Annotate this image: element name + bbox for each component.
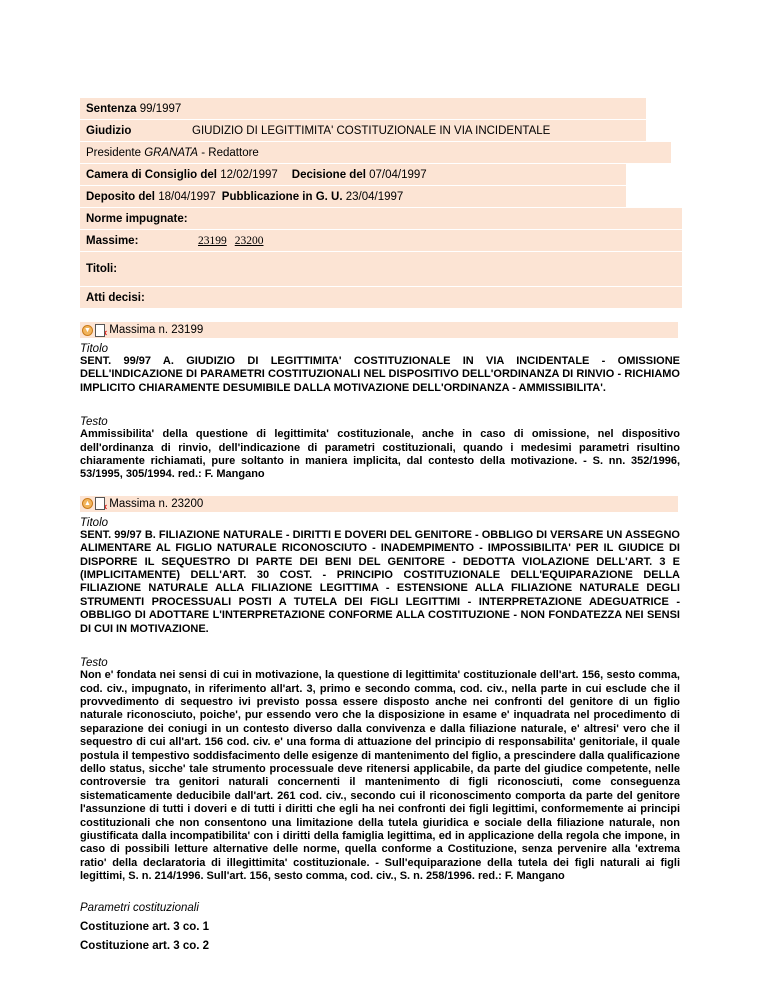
titolo-text-2: SENT. 99/97 B. FILIAZIONE NATURALE - DIRITTI E DOVERI DEL GENITORE - OBBLIGO DI VERSARE UN ASSEGNO ALIMENTARE AL FIGLIO NATURALE RICONOSCIUTO - INADEMPIMENTO - IMPOSSIBILITA' PER IL GIUDICE DI DISPORRE IL SEQUESTRO DI PARTE DEI BENI DEL GENITORE - DEDOTTA VIOLAZIONE DELL'ART. 3 E (IMPLICITAMENTE) DELL'ART. 30 COST. - PRINCIPIO COSTITUZIONALE DELL'EQUIPARAZIONE DELLA FILIAZIONE NATURALE ALLA FILIAZIONE LEGITTIMA - ESTENSIONE ALLA FILIAZIONE NATURALE DEGLI STRUMENTI PROCESSUALI POSTI A TUTELA DEI FIGLI LEGITTIMI - INTERPRETAZIONE ADEGUATRICE - OBBLIGO DI ADOTTARE L'INTERPRETAZIONE CONFORME ALLA COSTITUZIONE - NON FONDATEZZA NEI SENSI DI CUI IN MOTIVAZIONE. xyxy=(80,528,680,635)
norme-label: Norme impugnate: xyxy=(86,212,188,225)
massime-label: Massime: xyxy=(86,234,139,247)
deposito-date: 18/04/1997 xyxy=(158,190,216,203)
massima-title-2: Massima n. 23200 xyxy=(109,497,204,510)
titoli-label: Titoli: xyxy=(86,263,118,275)
document-icon[interactable] xyxy=(95,324,105,337)
parametri-title: Parametri costituzionali xyxy=(80,901,199,914)
deposito-label: Deposito del xyxy=(86,190,156,203)
parametro-item-2: Costituzione art. 3 co. 2 xyxy=(80,939,210,952)
atti-row xyxy=(80,287,682,308)
sentenza-value: 99/1997 xyxy=(139,102,182,115)
camera-row xyxy=(80,164,626,185)
decisione-label: Decisione del xyxy=(291,168,366,181)
presidente-name: GRANATA xyxy=(144,146,199,159)
presidente-row xyxy=(80,142,671,163)
sentenza-row xyxy=(80,98,646,119)
collapse-down-icon[interactable]: ▼ xyxy=(82,325,93,336)
deposito-row xyxy=(80,186,626,207)
testo-label-1: Testo xyxy=(80,416,108,429)
decisione-date: 07/04/1997 xyxy=(369,168,427,181)
document-icon[interactable] xyxy=(95,497,105,510)
massime-row xyxy=(80,230,682,251)
giudizio-value: GIUDIZIO DI LEGITTIMITA' COSTITUZIONALE IN VIA INCIDENTALE xyxy=(192,124,551,137)
sentenza-label: Sentenza xyxy=(86,102,137,115)
titoli-row xyxy=(80,252,682,286)
redattore-label: - Redattore xyxy=(201,146,259,159)
sentenza-info-box xyxy=(80,98,680,308)
atti-label: Atti decisi: xyxy=(86,291,145,304)
testo-text-1: Ammissibilita' della questione di legittimita' costituzionale, anche in caso di omissione, nel dispositivo dell'ordinanza di rinvio, dell'indicazione di parametri costituzionali, quando i medesimi parametri risultino chiaramente richiamati, pure soltanto in maniera implicita, dal contesto della motivazione. - S. nn. 352/1996, 53/1995, 305/1994. red.: F. Mangano xyxy=(80,428,680,481)
massima-link-23200[interactable]: 23200 xyxy=(234,234,264,247)
massima-section-2 xyxy=(80,496,680,884)
pubblicazione-label: Pubblicazione in G. U. xyxy=(221,190,343,203)
giudizio-row xyxy=(80,120,646,141)
titolo-label-1: Titolo xyxy=(80,343,109,355)
massima-header-2 xyxy=(80,496,678,512)
collapse-up-icon[interactable]: ▲ xyxy=(82,498,93,509)
document-page xyxy=(80,98,680,952)
pubblicazione-date: 23/04/1997 xyxy=(345,190,404,203)
massima-title-1: Massima n. 23199 xyxy=(109,324,204,336)
testo-label-2: Testo xyxy=(80,657,108,670)
titolo-text-1: SENT. 99/97 A. GIUDIZIO DI LEGITTIMITA' COSTITUZIONALE IN VIA INCIDENTALE - OMISSIONE DELL'INDICAZIONE DI PARAMETRI COSTITUZIONALI NEL DISPOSITIVO DELL'ORDINANZA DI RINVIO - RICHIAMO IMPLICITO CHIARAMENTE DESUMIBILE DALLA MOTIVAZIONE DELL'ORDINANZA - AMMISSIBILITA'. xyxy=(80,355,680,394)
titolo-label-2: Titolo xyxy=(80,516,109,529)
giudizio-label: Giudizio xyxy=(86,124,132,137)
parametro-item-1: Costituzione art. 3 co. 1 xyxy=(80,920,210,933)
massima-header-1 xyxy=(80,322,678,338)
norme-row xyxy=(80,208,682,229)
presidente-label: Presidente xyxy=(86,146,141,159)
camera-date: 12/02/1997 xyxy=(220,168,278,181)
massima-link-23199[interactable]: 23199 xyxy=(198,234,227,247)
massima-section-1 xyxy=(80,322,680,482)
camera-label: Camera di Consiglio del xyxy=(86,168,217,181)
testo-text-2: Non e' fondata nei sensi di cui in motivazione, la questione di legittimita' costituzionale dell'art. 156, sesto comma, cod. civ., impugnato, in riferimento all'art. 3, primo e secondo comma, cod. civ., nella parte in cui esclude che il provvedimento di sequestro ivi previsto possa essere disposto anche nei confronti del genitore di un figlio naturale riconosciuto, poiche', pur essendo vero che la disposizione in esame e' inquadrata nel procedimento di separazione dei coniugi in un contesto diverso dalla convivenza e dalla filiazione naturale, e' altresi' vero che il sequestro di cui all'art. 156 cod. civ. e' una forma di attuazione del principio di responsabilita' genitoriale, il quale postula il tempestivo soddisfacimento delle esigenze di mantenimento del figlio, a prescindere dalla qualificazione dello status, sicche' tale strumento processuale deve ritenersi applicabile, da parte del giudice competente, nelle controversie tra genitori naturali concernenti il mantenimento di figli riconosciuti, come conseguenza sistematicamente deducibile dall'art. 261 cod. civ., secondo cui il riconoscimento comporta da parte del genitore l'assunzione di tutti i doveri e di tutti i diritti che egli ha nei confronti dei figli legittimi, conformemente ai principi costituzionali che non consentono una limitazione della tutela giuridica e sociale della filiazione naturale, non giustificata dalla incompatibilita' con i diritti della famiglia legittima, ed in applicazione della regola che impone, in caso di possibili letture alternative delle norme, quella conforme a Costituzione, senza pervenire alla 'extrema ratio' della declaratoria di illegittimita' costituzionale. - Sull'equiparazione della tutela dei figli naturali ai figli legittimi, S. n. 214/1996. Sull'art. 156, sesto comma, cod. civ., S. n. 258/1996. red.: F. Mangano xyxy=(80,669,680,883)
